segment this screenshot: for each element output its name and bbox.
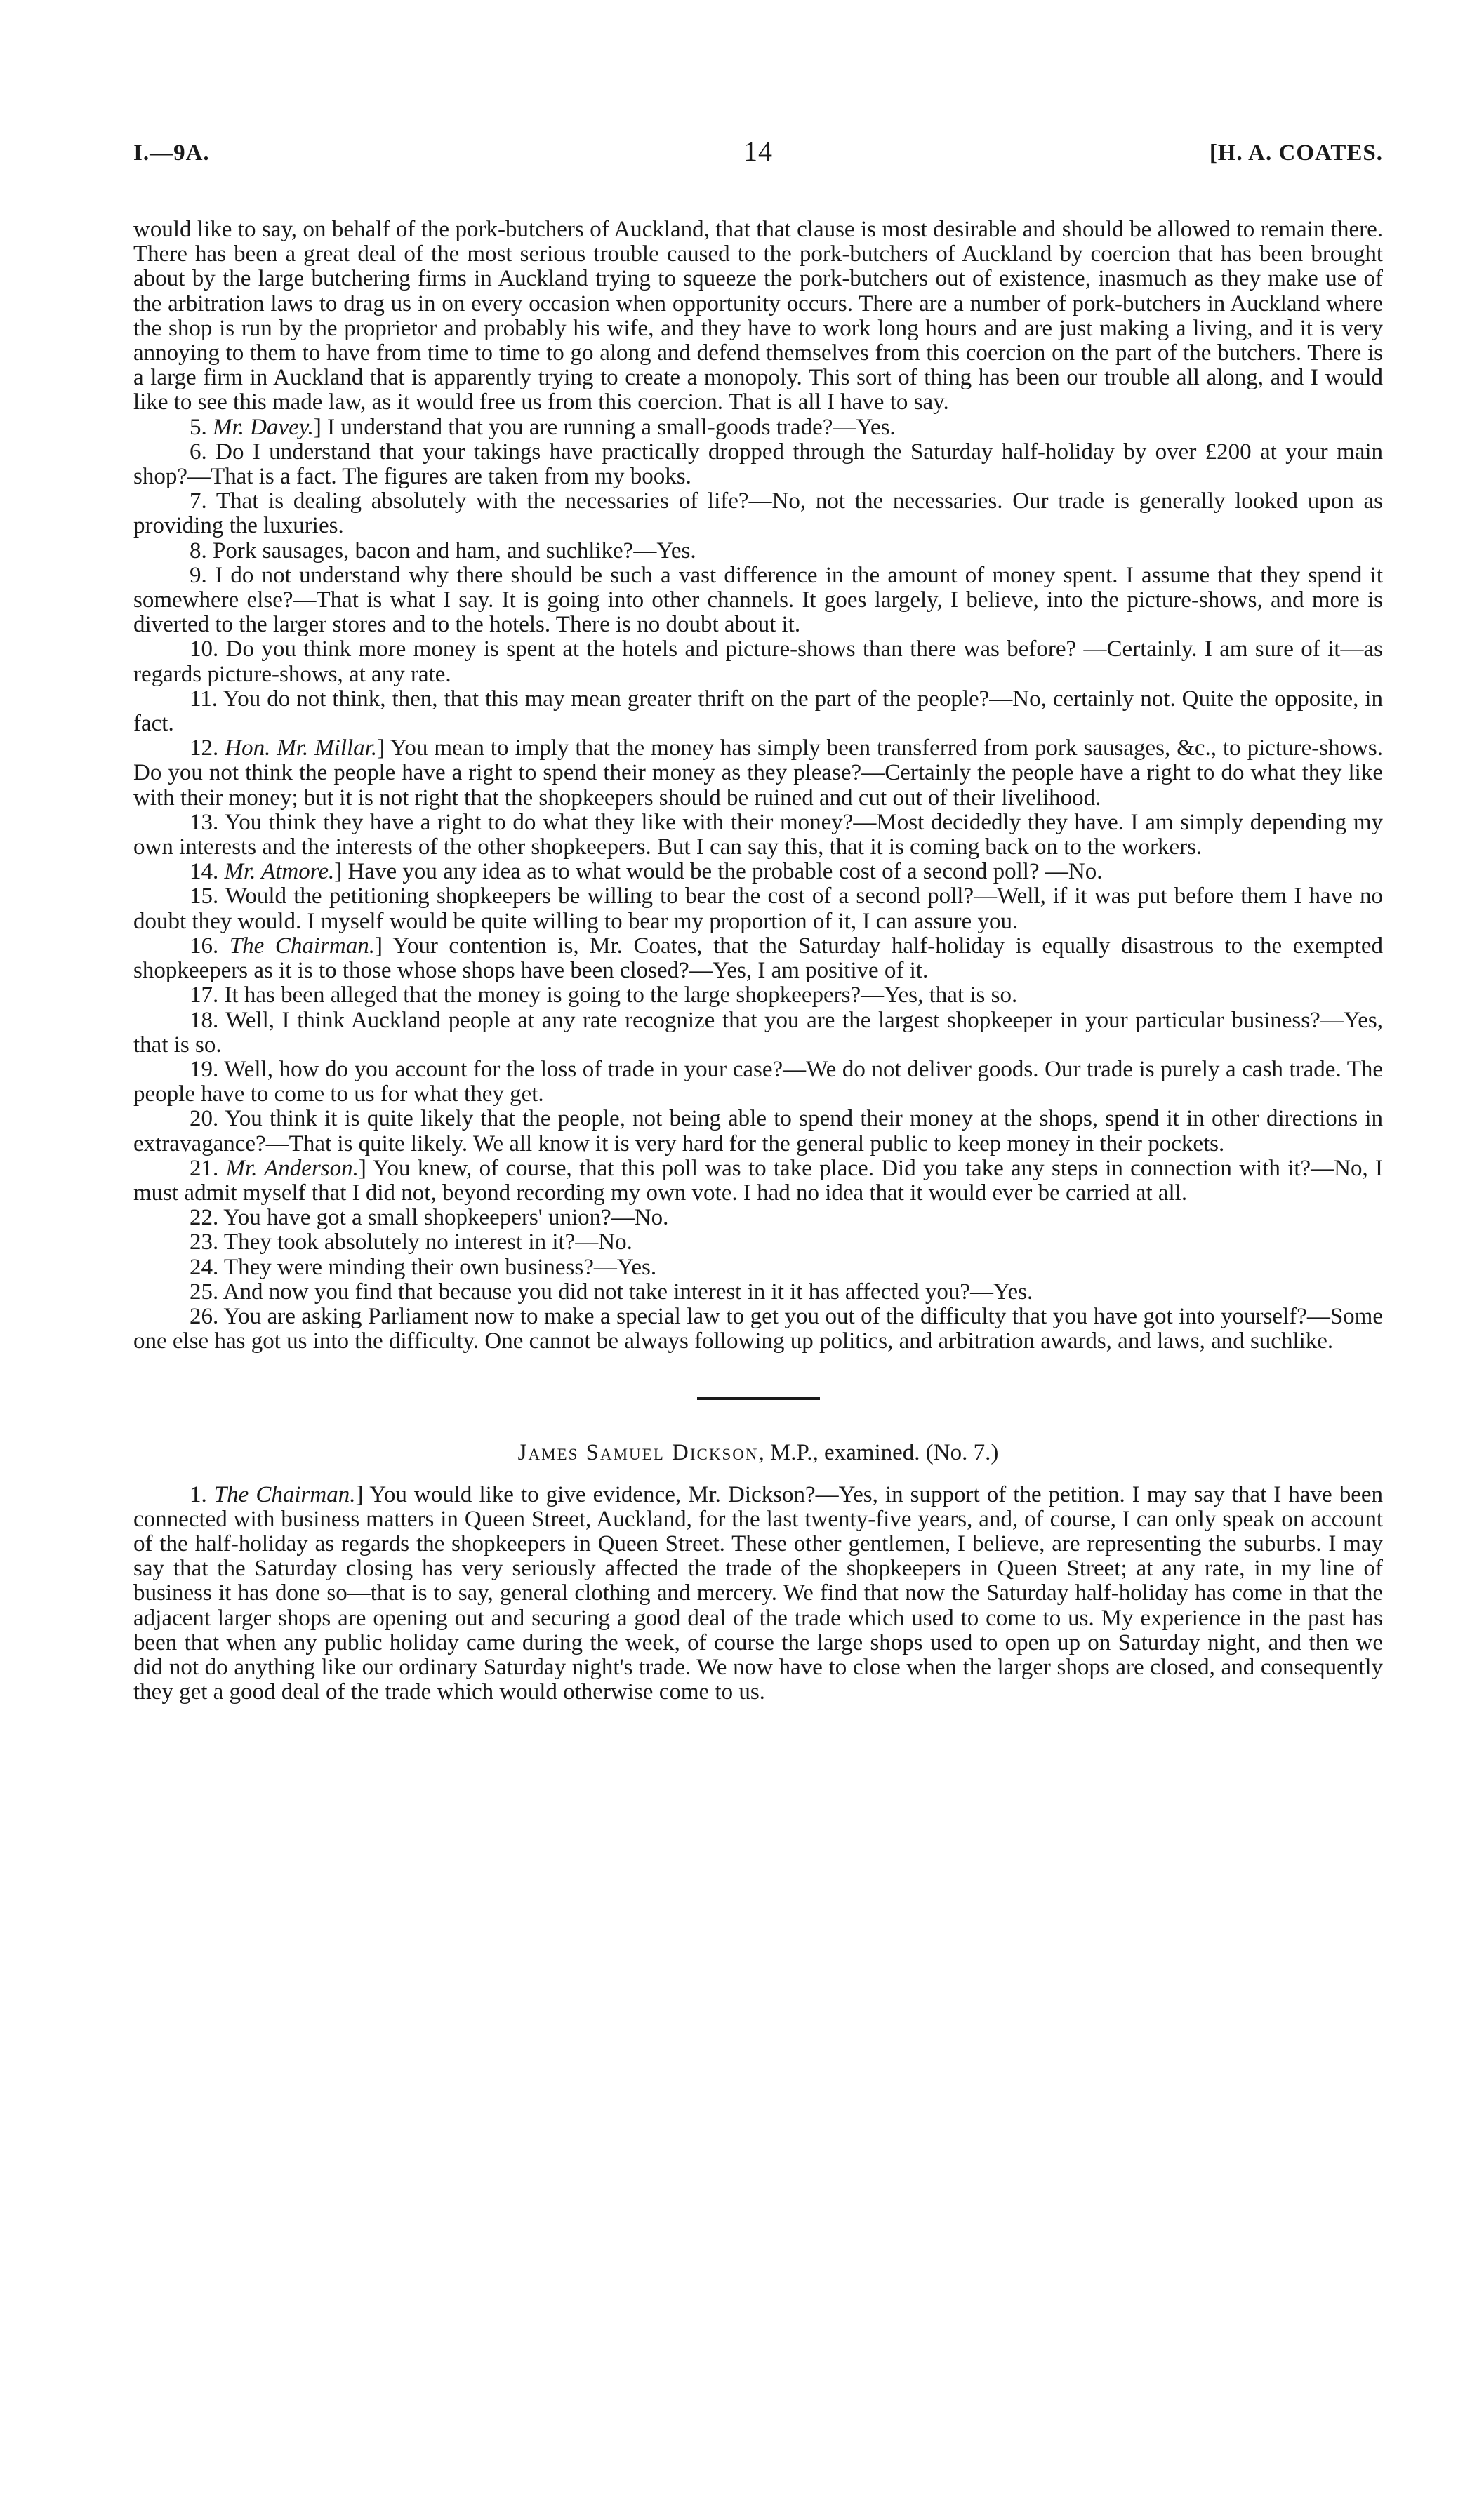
- qa-number: 13.: [190, 809, 225, 835]
- document-page: [133, 135, 1384, 1705]
- qa-item: [133, 564, 1383, 638]
- qa-text: Well, I think Auckland people at any rate recognize that you are the largest shopkeeper in your particular business?—Yes, that is so.: [133, 1007, 1383, 1058]
- qa-number: 19.: [190, 1056, 225, 1082]
- qa-speaker: Hon. Mr. Millar.: [225, 735, 378, 761]
- qa-text: And now you find that because you did not take interest in it it has affected you?—Yes.: [223, 1279, 1033, 1305]
- heading-rest: , M.P., examined. (No. 7.): [758, 1440, 999, 1466]
- qa-item: [133, 415, 1383, 440]
- qa-item: [133, 539, 1383, 564]
- qa-item: [133, 811, 1383, 860]
- qa-speaker: Mr. Davey.: [213, 414, 314, 440]
- qa-item: [133, 1255, 1383, 1280]
- qa-speaker: Mr. Anderson.: [225, 1155, 359, 1181]
- qa-item: [133, 934, 1383, 983]
- qa-item: [133, 440, 1383, 489]
- qa-number: 26.: [190, 1303, 224, 1329]
- qa-number: 1.: [190, 1481, 214, 1507]
- qa-number: 22.: [190, 1205, 224, 1231]
- qa-text: Would the petitioning shopkeepers be willing to bear the cost of a second poll?—Well, if it was put before them I have no doubt they would. I myself would be quite willing to bear my proportion of it, I can assure you.: [133, 884, 1384, 934]
- section-heading: [133, 1441, 1383, 1465]
- qa-text: Do I understand that your takings have practically dropped through the Saturday half-holiday by over £200 at your main shop?—That is a fact. The figures are taken from my books.: [133, 439, 1384, 490]
- qa-text: You are asking Parliament now to make a special law to get you out of the difficulty that you have got into yourself?—Some one else has got us into the difficulty. One cannot be always following up politics, and arbitration awards, and laws, and suchlike.: [133, 1303, 1383, 1354]
- qa-text: ] You knew, of course, that this poll was to take place. Did you take any steps in connection with it?—No, I must admit myself that I did not, beyond recording my own vote. I had no idea that it would ever be carried at all.: [133, 1155, 1383, 1206]
- qa-text: I do not understand why there should be such a vast difference in the amount of money spent. I assume that they spend it somewhere else?—That is what I say. It is going into other channels. It goes largely, I believe, into the picture-shows, and more is diverted to the larger stores and to the hotels. There is no doubt about it.: [133, 562, 1383, 638]
- section-divider: [697, 1397, 820, 1400]
- qa-item: [133, 1156, 1383, 1206]
- qa-item: [133, 860, 1383, 884]
- qa-text: ] Your contention is, Mr. Coates, that the Saturday half-holiday is equally disastrous to the exempted shopkeepers as it is to those whose shops have been closed?—Yes, I am positive of it.: [133, 933, 1384, 984]
- qa-text: You think it is quite likely that the people, not being able to spend their money at the shops, spend it in other directions in extravagance?—That is quite likely. We all know it is very hard for the general public to keep money in their pockets.: [133, 1106, 1383, 1156]
- qa-item: [133, 1483, 1383, 1705]
- qa-text: They were minding their own business?—Yes.: [223, 1254, 657, 1280]
- qa-item: [133, 1280, 1383, 1305]
- qa-text: They took absolutely no interest in it?—No.: [223, 1229, 632, 1255]
- qa-number: 18.: [190, 1007, 226, 1033]
- evidence-text: [133, 218, 1383, 1705]
- qa-number: 16.: [190, 933, 230, 959]
- qa-speaker: Mr. Atmore.: [224, 859, 335, 885]
- qa-number: 7.: [190, 488, 216, 514]
- qa-number: 6.: [190, 439, 216, 465]
- qa-text: ] You would like to give evidence, Mr. Dickson?—Yes, in support of the petition. I may say that I have been connected with business matters in Queen Street, Auckland, for the last twenty-five years, and, of course, I can only speak on account of the half-holiday as regards the shopkeepers in Queen Street. These other gentlemen, I believe, are representing the suburbs. I may say that the Saturday closing has very seriously affected the trade of the shopkeepers in Queen Street; at any rate, in my line of business it has done so—that is to say, general clothing and mercery. We find that now the Saturday half-holiday has come in that the adjacent larger shops are opening out and securing a good deal of the trade which used to come to us. My experience in the past has been that when any public holiday came during the week, of course the large shops used to open up on Saturday night, and then we did not do anything like our ordinary Saturday night's trade. We now have to close when the larger shops are closed, and consequently they get a good deal of the trade which would otherwise come to us.: [133, 1481, 1383, 1705]
- qa-text: Pork sausages, bacon and ham, and suchlike?—Yes.: [213, 538, 696, 564]
- qa-number: 20.: [190, 1106, 225, 1132]
- qa-item: [133, 1058, 1383, 1107]
- qa-text: Well, how do you account for the loss of trade in your case?—We do not deliver goods. Our trade is purely a cash trade. The people have to come to us for what they get.: [133, 1056, 1384, 1107]
- qa-text: ] Have you any idea as to what would be the probable cost of a second poll? —No.: [334, 859, 1103, 885]
- qa-text: You think they have a right to do what they like with their money?—Most decidedly they have. I am simply depending my own interests and the interests of the other shopkeepers. But I can say this, that it is coming back on to the workers.: [133, 809, 1383, 860]
- qa-item: [133, 1008, 1383, 1058]
- qa-number: 9.: [190, 562, 216, 588]
- qa-number: 25.: [190, 1279, 223, 1305]
- qa-speaker: The Chairman.: [229, 933, 376, 959]
- qa-text: ] You mean to imply that the money has simply been transferred from pork sausages, &c., to picture-shows. Do you not think the people have a right to spend their money as they please?—Certainly the people have a right to do what they like with their money; but it is not right that the shopkeepers should be ruined and cut out of their livelihood.: [133, 735, 1384, 811]
- qa-number: 15.: [190, 884, 225, 909]
- qa-item: [133, 1206, 1383, 1230]
- qa-item: [133, 1305, 1383, 1354]
- qa-number: 5.: [190, 414, 213, 440]
- paper-reference: I.—9A.: [133, 140, 210, 166]
- witness-name: James Samuel Dickson: [517, 1440, 759, 1466]
- question-answer-list: [133, 415, 1383, 1354]
- opening-paragraph: would like to say, on behalf of the pork-butchers of Auckland, that that clause is most desirable and should be allowed to remain there. There has been a great deal of the most serious trouble caused to the pork-butchers of Auckland by coercion that has been brought about by the large butchering firms in Auckland trying to squeeze the pork-butchers out of existence, inasmuch as they make use of the arbitration laws to drag us in on every occasion when opportunity occurs. There are a number of pork-butchers in Auckland where the shop is run by the proprietor and probably his wife, and they have to work long hours and are just making a living, and it is very annoying to them to have from time to time to go along and defend themselves from this coercion on the part of the butchers. There is a large firm in Auckland that is apparently trying to create a monopoly. This sort of thing has been our trouble all along, and I would like to see this made law, as it would free us from this coercion. That is all I have to say.: [133, 217, 1383, 415]
- qa-item: [133, 884, 1383, 933]
- qa-text: You do not think, then, that this may mean greater thrift on the part of the people?—No, certainly not. Quite the opposite, in fact.: [133, 686, 1383, 737]
- qa-number: 21.: [190, 1155, 226, 1181]
- qa-item: [133, 1230, 1383, 1255]
- qa-number: 11.: [190, 686, 223, 712]
- witness-running-head: [H. A. COATES.: [1209, 140, 1383, 166]
- qa-number: 24.: [190, 1254, 224, 1280]
- qa-item: [133, 489, 1383, 538]
- qa-number: 12.: [190, 735, 225, 761]
- page-header: [133, 135, 1383, 182]
- qa-speaker: The Chairman.: [213, 1481, 356, 1507]
- qa-number: 17.: [190, 982, 225, 1008]
- qa-item: [133, 736, 1383, 811]
- qa-text: It has been alleged that the money is going to the large shopkeepers?—Yes, that is so.: [224, 982, 1018, 1008]
- qa-item: [133, 983, 1383, 1008]
- page-number: 14: [743, 135, 773, 167]
- qa-number: 14.: [190, 859, 225, 885]
- qa-item: [133, 687, 1383, 736]
- qa-number: 10.: [190, 636, 226, 662]
- qa-item: [133, 1107, 1383, 1156]
- qa-number: 8.: [190, 538, 213, 564]
- qa-text: That is dealing absolutely with the necessaries of life?—No, not the necessaries. Our trade is generally looked upon as providing the luxuries.: [133, 488, 1383, 539]
- qa-item: [133, 637, 1383, 686]
- qa-text: ] I understand that you are running a small-goods trade?—Yes.: [313, 414, 896, 440]
- qa-text: Do you think more money is spent at the hotels and picture-shows than there was before? —Certainly. I am sure of it—as regards picture-shows, at any rate.: [133, 636, 1383, 687]
- qa-number: 23.: [190, 1229, 224, 1255]
- qa-text: You have got a small shopkeepers' union?—No.: [223, 1205, 669, 1231]
